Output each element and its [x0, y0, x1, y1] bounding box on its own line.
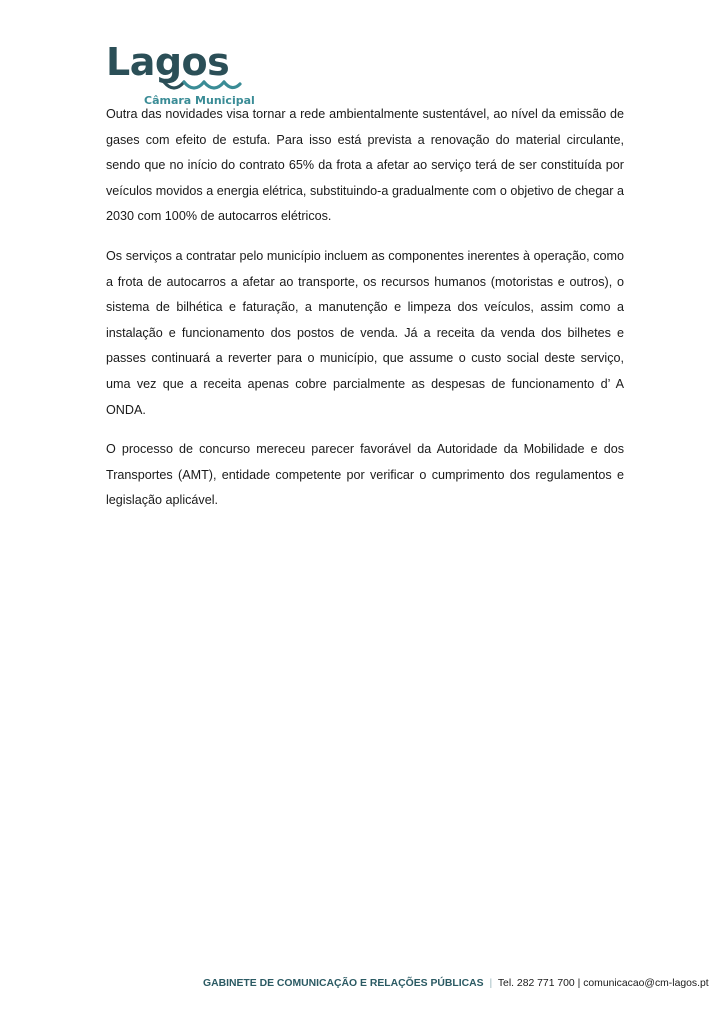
- footer-phone: Tel. 282 771 700: [497, 978, 575, 989]
- paragraph-services: Os serviços a contratar pelo município incluem as componentes inerentes à operação, como a frota de autocarros a afetar ao transporte, os recursos humanos (motoristas e outros), o sistema de bilhética e faturação, a manutenção e limpeza dos veículos, assim como a instalação e funcionamento dos postos de venda. Já a receita da venda dos bilhetes e passes continuará a reverter para o município, que assume o custo social deste serviço, uma vez que a receita apenas cobre parcialmente as despesas de funcionamento d’ A ONDA.: [106, 248, 624, 417]
- footer-separator: |: [489, 978, 493, 989]
- logo-subtitle: Câmara Municipal: [144, 94, 255, 107]
- paragraph-tender: O processo de concurso mereceu parecer favorável da Autoridade da Mobilidade e dos Transportes (AMT), entidade competente por verificar o cumprimento dos regulamentos e legislação aplicável.: [106, 442, 624, 508]
- paragraph-fleet: Outra das novidades visa tornar a rede ambientalmente sustentável, ao nível da emissão de gases com efeito de estufa. Para isso está prevista a renovação do material circulante, sendo que no início do contrato 65% da frota a afetar ao serviço terá de ser constituída por veículos movidos a energia elétrica, substituindo-a gradualmente com o objetivo de chegar a 2030 com 100% de autocarros elétricos.: [106, 107, 624, 224]
- footer-separator-2: |: [577, 978, 581, 989]
- logo-wordmark: Lagos: [106, 40, 230, 84]
- footer-department: GABINETE DE COMUNICAÇÃO E RELAÇÕES PÚBLICAS: [203, 978, 484, 989]
- footer-email: comunicacao@cm-lagos.pt: [583, 978, 709, 989]
- document-body: [106, 102, 624, 528]
- page-footer: [203, 977, 709, 991]
